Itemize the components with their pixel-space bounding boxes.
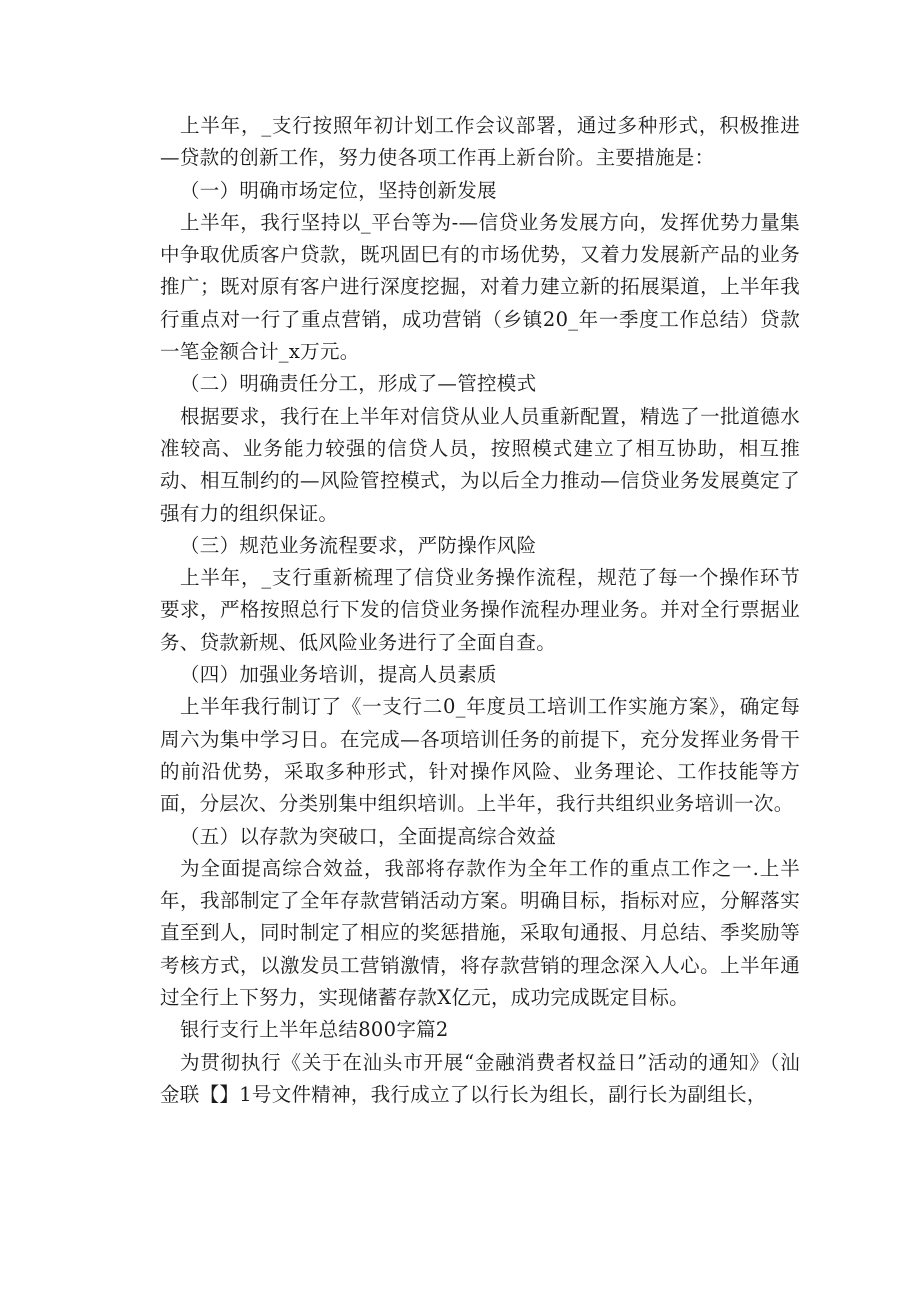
document-body xyxy=(160,110,800,1111)
paragraph-article-2-intro: 为贯彻执行《关于在汕头市开展“金融消费者权益日”活动的通知》（汕金联【】1号文件精神，我行成立了以行长为组长，副行长为副组长， xyxy=(160,1050,800,1106)
paragraph-section-3: 上半年，_支行重新梳理了信贷业务操作流程，规范了每一个操作环节要求，严格按照总行下发的信贷业务操作流程办理业务。并对全行票据业务、贷款新规、低风险业务进行了全面自查。 xyxy=(160,566,800,654)
section-heading-2: （二）明确责任分工，形成了—管控模式 xyxy=(180,372,537,396)
section-heading-1: （一）明确市场定位，坚持创新发展 xyxy=(180,178,497,202)
paragraph-section-4: 上半年我行制订了《一支行二0_年度员工培训工作实施方案》，确定每周六为集中学习日。在完成—各项培训任务的前提下，充分发挥业务骨干的前沿优势，采取多种形式，针对操作风险、业务理论、工作技能等方面，分层次、分类别集中组织培训。上半年，我行共组织业务培训一次。 xyxy=(160,695,800,816)
article-subtitle: 银行支行上半年总结800字篇2 xyxy=(180,1018,449,1042)
section-heading-5: （五）以存款为突破口，全面提高综合效益 xyxy=(180,824,557,848)
section-heading-4: （四）加强业务培训，提高人员素质 xyxy=(180,663,497,687)
paragraph-section-1: 上半年，我行坚持以_平台等为-—信贷业务发展方向，发挥优势力量集中争取优质客户贷款，既巩固巳有的市场优势，又着力发展新产品的业务推广；既对原有客户进行深度挖掘，对着力建立新的拓展渠道，上半年我行重点对一行了重点营销，成功营销（乡镇20_年一季度工作总结）贷款一笔金额合计_x万元。 xyxy=(160,210,800,364)
paragraph-section-5: 为全面提高综合效益，我部将存款作为全年工作的重点工作之一.上半年，我部制定了全年存款营销活动方案。明确目标，指标对应，分解落实直至到人，同时制定了相应的奖惩措施，采取旬通报、月总结、季奖励等考核方式，以激发员工营销激情，将存款营销的理念深入人心。上半年通过全行上下努力，实现储蓄存款X亿元，成功完成既定目标。 xyxy=(160,856,800,1010)
paragraph-section-2: 根据要求，我行在上半年对信贷从业人员重新配置，精选了一批道德水准较高、业务能力较强的信贷人员，按照模式建立了相互协助，相互推动、相互制约的—风险管控模式，为以后全力推动—信贷业务发展奠定了强有力的组织保证。 xyxy=(160,404,800,525)
paragraph-intro: 上半年，_支行按照年初计划工作会议部署，通过多种形式，积极推进—贷款的创新工作，努力使各项工作再上新台阶。主要措施是： xyxy=(160,114,800,170)
section-heading-3: （三）规范业务流程要求，严防操作风险 xyxy=(180,533,537,557)
